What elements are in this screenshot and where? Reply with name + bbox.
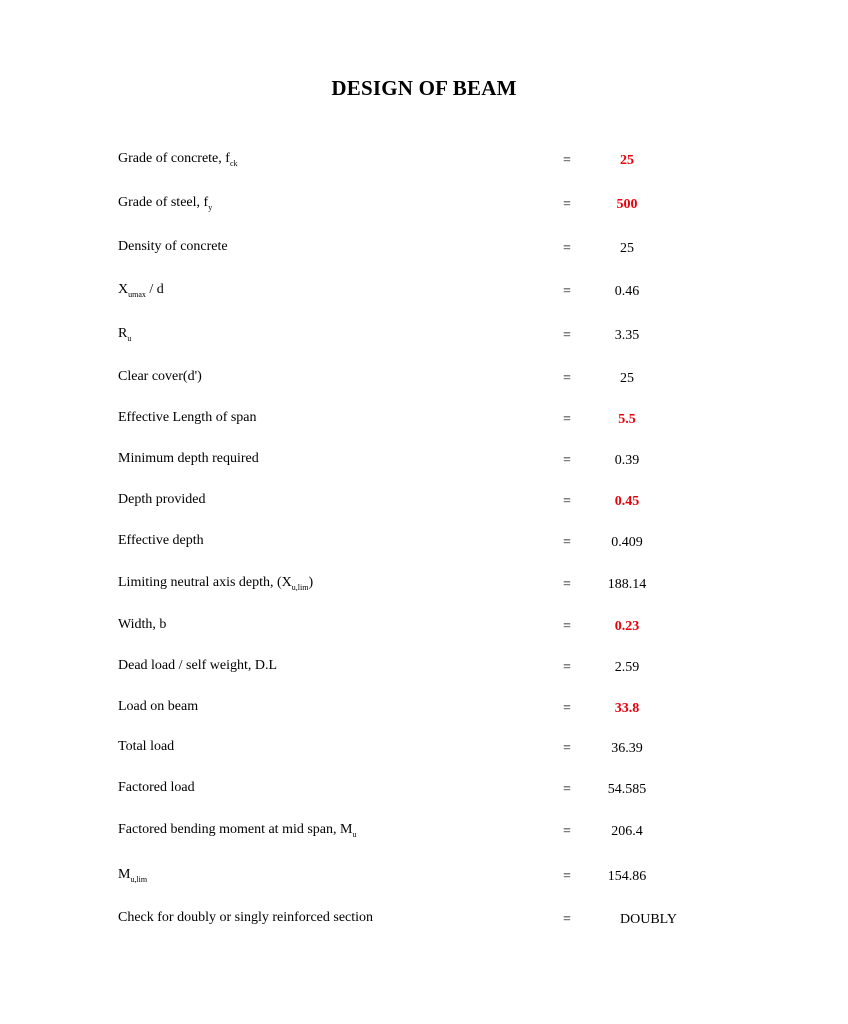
table-row xyxy=(0,195,768,219)
input-value: 25 xyxy=(620,153,634,168)
row-label xyxy=(118,151,238,167)
computed-value: 206.4 xyxy=(611,824,643,839)
row-label xyxy=(118,910,373,926)
equals-sign: = xyxy=(563,824,571,839)
equals-sign: = xyxy=(563,371,571,386)
input-value: 0.45 xyxy=(614,494,640,509)
row-label-text: Dead load / self weight, D.L xyxy=(118,658,278,673)
input-value: 500 xyxy=(616,197,638,212)
row-label-text: R xyxy=(118,326,128,341)
row-label-text: Factored load xyxy=(118,780,195,795)
table-row xyxy=(0,451,768,475)
row-label xyxy=(118,282,164,298)
table-row xyxy=(0,151,768,175)
table-row xyxy=(0,867,768,891)
computed-value: 2.59 xyxy=(614,660,640,675)
row-label xyxy=(118,617,166,633)
row-label-text: Total load xyxy=(118,739,175,754)
row-label-text: Effective Length of span xyxy=(118,410,257,425)
equals-sign: = xyxy=(563,453,571,468)
row-label xyxy=(118,239,228,255)
row-label xyxy=(118,867,147,883)
input-value: 0.23 xyxy=(614,619,640,634)
computed-value: 0.409 xyxy=(611,535,643,550)
equals-sign: = xyxy=(563,494,571,509)
equals-sign: = xyxy=(563,412,571,427)
row-label-text: Limiting neutral axis depth, (X xyxy=(118,575,292,590)
table-row xyxy=(0,739,768,763)
equals-sign: = xyxy=(563,328,571,343)
row-label-text: Depth provided xyxy=(118,492,206,507)
row-label-text: Effective depth xyxy=(118,533,204,548)
row-label-subscript: u xyxy=(352,830,357,839)
row-label-subscript: umax xyxy=(128,290,146,299)
row-label xyxy=(118,492,205,508)
equals-sign: = xyxy=(563,782,571,797)
computed-value: 154.86 xyxy=(607,869,647,884)
row-label xyxy=(118,533,204,549)
table-row xyxy=(0,699,768,723)
equals-sign: = xyxy=(563,701,571,716)
computed-value: 0.39 xyxy=(614,453,640,468)
equals-sign: = xyxy=(563,153,571,168)
row-label-subscript: y xyxy=(208,203,213,212)
table-row xyxy=(0,282,768,306)
row-label-text: M xyxy=(118,867,131,882)
row-label xyxy=(118,699,198,715)
row-label xyxy=(118,195,212,211)
row-label xyxy=(118,658,277,674)
row-label xyxy=(118,410,257,426)
table-row xyxy=(0,822,768,846)
equals-sign: = xyxy=(563,741,571,756)
table-row xyxy=(0,326,768,350)
computed-value: 25 xyxy=(620,371,634,386)
row-label xyxy=(118,780,195,796)
table-row xyxy=(0,239,768,263)
equals-sign: = xyxy=(563,535,571,550)
row-label xyxy=(118,369,202,385)
table-row xyxy=(0,658,768,682)
table-row xyxy=(0,617,768,641)
row-label-subscript: ck xyxy=(229,159,238,168)
computed-value: 0.46 xyxy=(614,284,640,299)
row-label-text: Density of concrete xyxy=(118,239,228,254)
row-label-text: Grade of steel, f xyxy=(118,195,209,210)
computed-value: 25 xyxy=(620,241,634,256)
row-label-suffix: ) xyxy=(308,575,314,590)
table-row xyxy=(0,780,768,804)
row-label xyxy=(118,822,356,838)
equals-sign: = xyxy=(563,869,571,884)
computed-value: 36.39 xyxy=(611,741,643,756)
table-row xyxy=(0,533,768,557)
table-row xyxy=(0,410,768,434)
table-row xyxy=(0,910,768,934)
input-value: 33.8 xyxy=(614,701,640,716)
equals-sign: = xyxy=(563,577,571,592)
row-label-text: X xyxy=(118,282,129,297)
row-label-text: Check for doubly or singly reinforced section xyxy=(118,910,374,925)
row-label-subscript: u xyxy=(127,334,132,343)
equals-sign: = xyxy=(563,284,571,299)
row-label-text: Factored bending moment at mid span, M xyxy=(118,822,353,837)
equals-sign: = xyxy=(563,660,571,675)
equals-sign: = xyxy=(563,197,571,212)
table-row xyxy=(0,492,768,516)
row-label-text: Width, b xyxy=(118,617,167,632)
row-label-text: Load on beam xyxy=(118,699,199,714)
equals-sign: = xyxy=(563,241,571,256)
computed-value: 3.35 xyxy=(614,328,640,343)
computed-value: 188.14 xyxy=(607,577,647,592)
row-label-subscript: u,lim xyxy=(291,583,309,592)
row-label-text: Grade of concrete, f xyxy=(118,151,230,166)
table-row xyxy=(0,369,768,393)
computed-value: 54.585 xyxy=(607,782,647,797)
row-label-suffix: / d xyxy=(145,282,164,297)
page-title: DESIGN OF BEAM xyxy=(331,76,517,100)
row-label-subscript: u,lim xyxy=(130,875,148,884)
computed-value: DOUBLY xyxy=(620,912,677,927)
input-value: 5.5 xyxy=(618,412,636,427)
equals-sign: = xyxy=(563,912,571,927)
row-label xyxy=(118,739,174,755)
row-label xyxy=(118,326,131,342)
row-label xyxy=(118,575,313,591)
row-label xyxy=(118,451,259,467)
table-row xyxy=(0,575,768,599)
row-label-text: Minimum depth required xyxy=(118,451,259,466)
row-label-text: Clear cover(d') xyxy=(118,369,202,384)
equals-sign: = xyxy=(563,619,571,634)
